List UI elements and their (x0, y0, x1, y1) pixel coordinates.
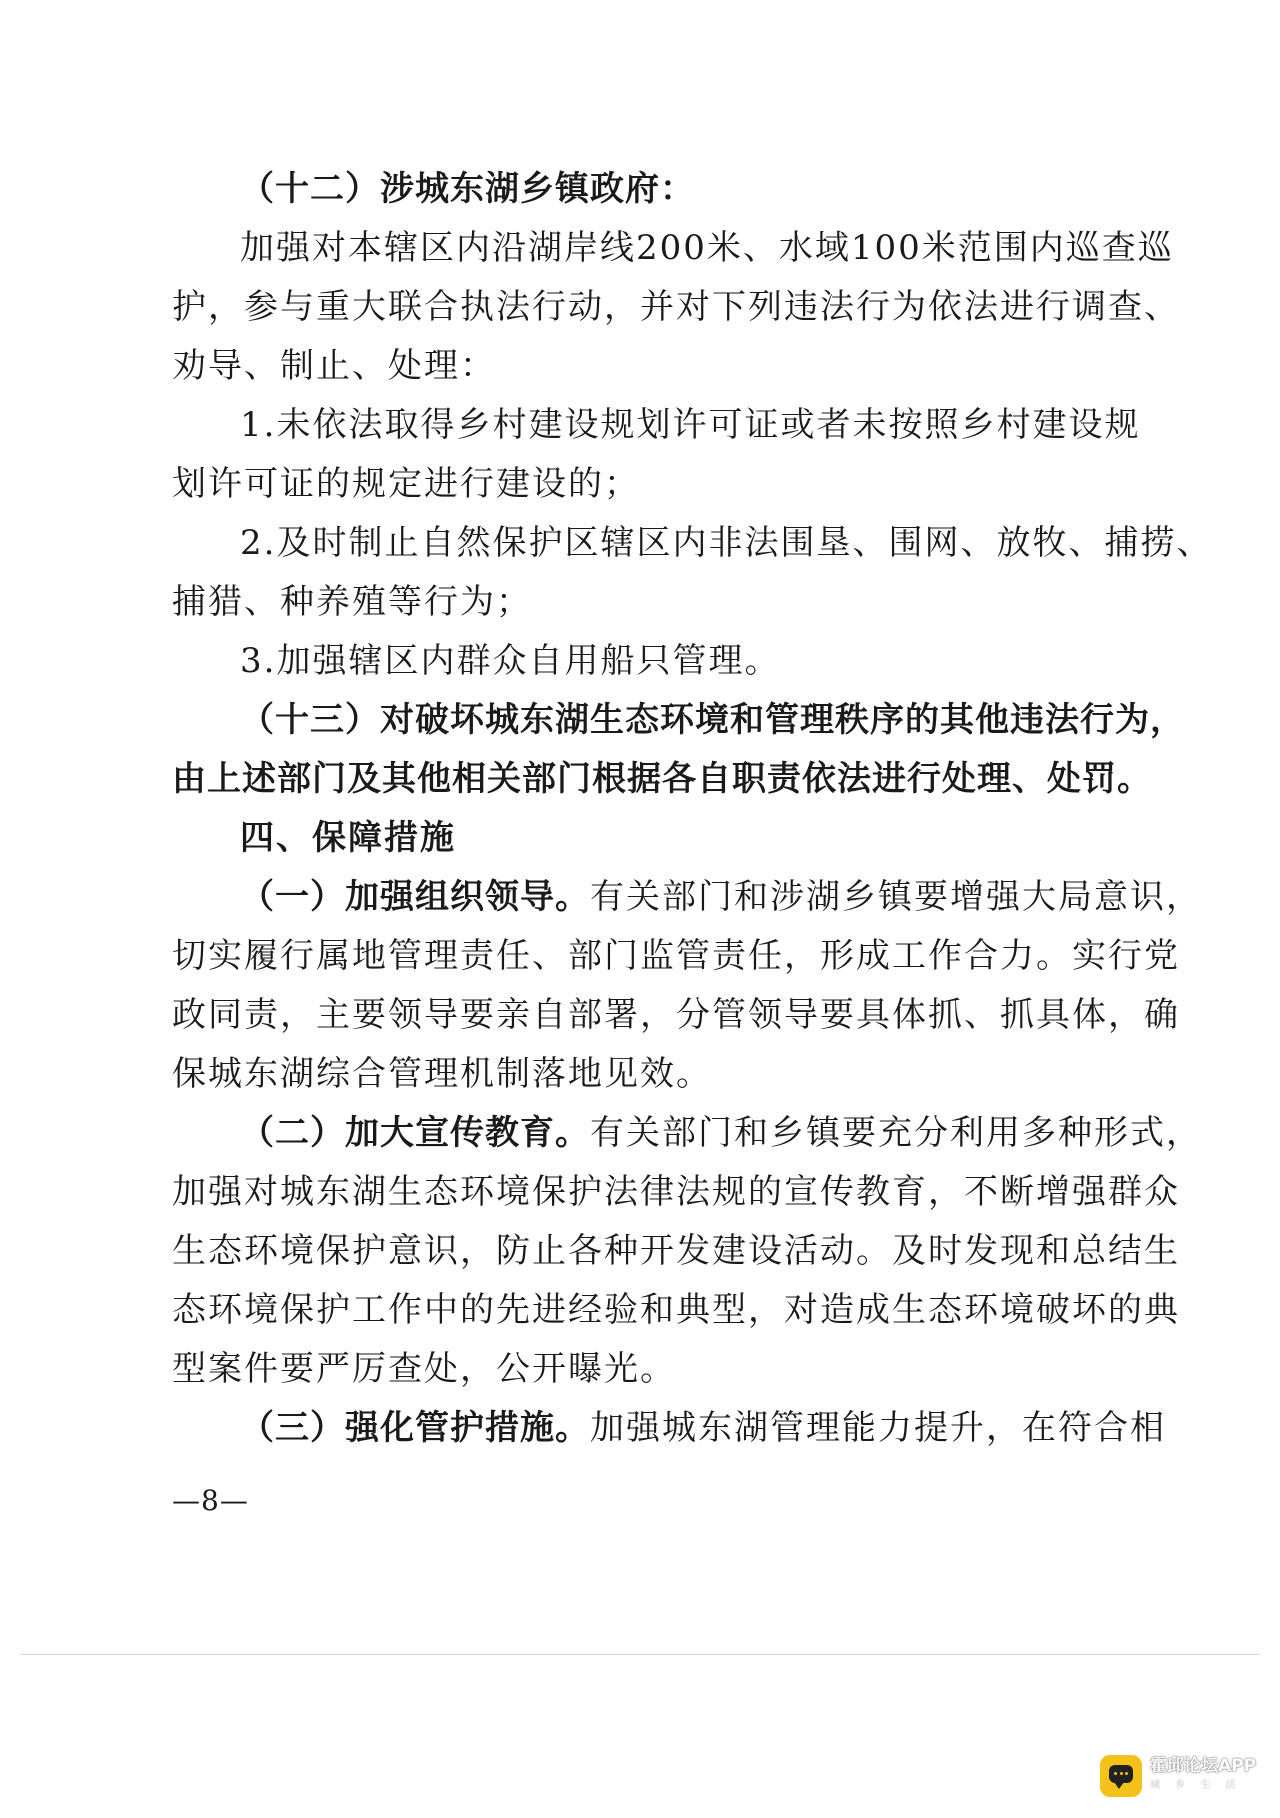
page-number: —8— (172, 1484, 249, 1517)
section-thirteen-continued: 由上述部门及其他相关部门根据各自职责依法进行处理、处罚。 (172, 759, 1152, 799)
paragraph-line: 加强对城东湖生态环境保护法律法规的宣传教育，不断增强群众 (172, 1172, 1180, 1212)
measure-two-text: 有关部门和乡镇要充分利用多种形式， (590, 1113, 1202, 1153)
section-four-title: 四、保障措施 (240, 818, 456, 858)
list-item-2-continued: 捕猎、种养殖等行为； (172, 582, 532, 622)
measure-one-text: 有关部门和涉湖乡镇要增强大局意识， (590, 877, 1202, 917)
paragraph-line: 劝导、制止、处理： (172, 346, 496, 386)
paragraph-line: 态环境保护工作中的先进经验和典型，对造成生态环境破坏的典 (172, 1290, 1180, 1330)
section-twelve-heading: （十二）涉城东湖乡镇政府： (240, 169, 695, 209)
measure-two-line (172, 1104, 1202, 1163)
measure-three-line (172, 1399, 1166, 1458)
paragraph-line: 护，参与重大联合执法行动，并对下列违法行为依法进行调查、 (172, 287, 1180, 327)
watermark-text (1150, 1756, 1256, 1796)
measure-one-lead: （一）加强组织领导。 (240, 877, 590, 917)
paragraph-line: 生态环境保护意识，防止各种开发建设活动。及时发现和总结生 (172, 1231, 1180, 1271)
watermark-subtitle: 城 乡 生 活 (1150, 1780, 1242, 1791)
scan-edge-divider (20, 1654, 1260, 1655)
paragraph-line: 政同责，主要领导要亲自部署，分管领导要具体抓、抓具体，确 (172, 995, 1180, 1035)
chat-bubble-icon (1100, 1755, 1142, 1797)
watermark-title: 霍邱论坛APP (1150, 1756, 1257, 1776)
app-watermark (1100, 1748, 1270, 1804)
list-item-1: 1.未依法取得乡村建设规划许可证或者未按照乡村建设规 (240, 405, 1141, 445)
list-item-3: 3.加强辖区内群众自用船只管理。 (240, 641, 781, 681)
paragraph-line: 保城东湖综合管理机制落地见效。 (172, 1054, 712, 1094)
paragraph-line: 切实履行属地管理责任、部门监管责任，形成工作合力。实行党 (172, 936, 1180, 976)
list-item-1-continued: 划许可证的规定进行建设的； (172, 464, 640, 504)
measure-three-lead: （三）强化管护措施。 (240, 1408, 590, 1448)
document-body (172, 160, 1213, 1458)
paragraph-line: 型案件要严厉查处，公开曝光。 (172, 1349, 676, 1389)
list-item-2: 2.及时制止自然保护区辖区内非法围垦、围网、放牧、捕捞、 (240, 523, 1213, 563)
paragraph-line: 加强对本辖区内沿湖岸线200米、水域100米范围内巡查巡 (240, 228, 1174, 268)
measure-one-line (172, 868, 1202, 927)
section-thirteen-heading: （十三）对破坏城东湖生态环境和管理秩序的其他违法行为， (240, 700, 1185, 740)
measure-three-text: 加强城东湖管理能力提升，在符合相 (590, 1408, 1166, 1448)
measure-two-lead: （二）加大宣传教育。 (240, 1113, 590, 1153)
